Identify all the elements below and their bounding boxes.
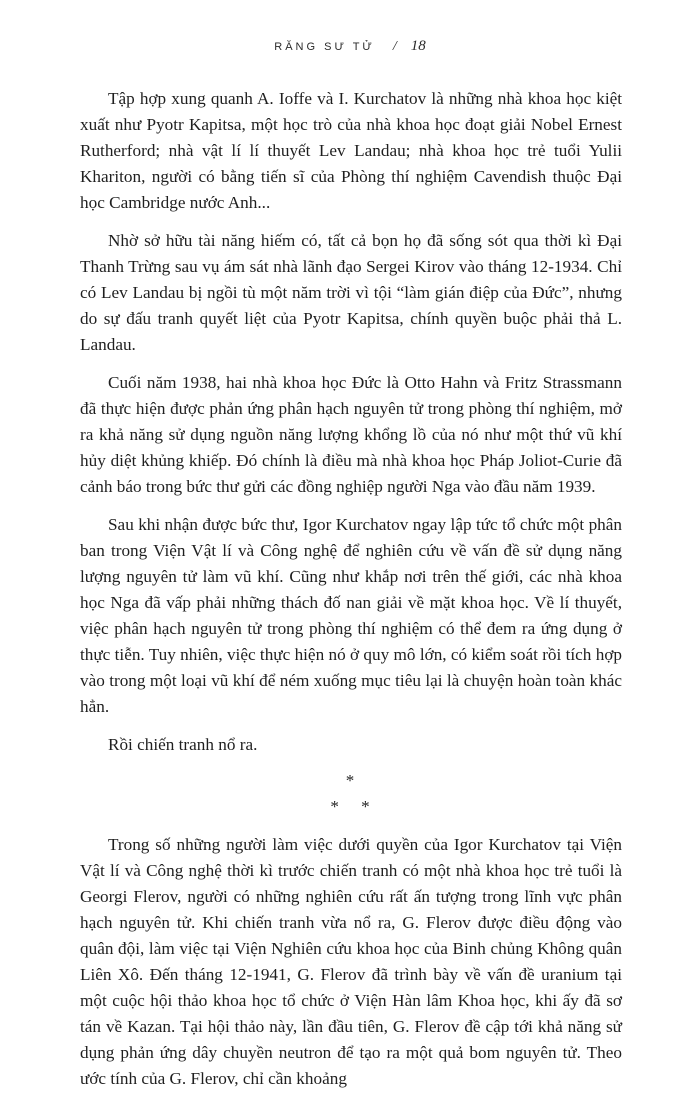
section-break: [80, 768, 622, 820]
running-header: [0, 38, 700, 55]
section-break-row-2: * *: [330, 797, 372, 816]
paragraph-4: Sau khi nhận được bức thư, Igor Kurchatov ngay lập tức tổ chức một phân ban trong Viện Vật lí và Công nghệ để nghiên cứu về vấn đề sử dụng năng lượng nguyên tử làm vũ khí. Cũng như khắp nơi trên thế giới, các nhà khoa học Nga đã vấp phải những thách đố nan giải về mặt khoa học. Về lí thuyết, việc phân hạch nguyên tử trong phòng thí nghiệm có thể đem ra ứng dụng ở thực tiễn. Tuy nhiên, việc thực hiện nó ở quy mô lớn, có kiểm soát rồi tích hợp vào trong một loại vũ khí để ném xuống mục tiêu lại là chuyện hoàn toàn khác hẳn.: [80, 515, 622, 716]
page-body: [80, 86, 622, 1104]
paragraph-5: Rồi chiến tranh nổ ra.: [108, 735, 258, 754]
section-break-row-1: *: [345, 771, 357, 790]
paragraph-1: Tập hợp xung quanh A. Ioffe và I. Kurchatov là những nhà khoa học kiệt xuất như Pyotr Kapitsa, một học trò của nhà khoa học đoạt giải Nobel Ernest Rutherford; nhà vật lí lí thuyết Lev Landau; nhà khoa học trẻ tuổi Yulii Khariton, người có bằng tiến sĩ của Phòng thí nghiệm Cavendish thuộc Đại học Cambridge nước Anh...: [80, 89, 622, 212]
paragraph-3: Cuối năm 1938, hai nhà khoa học Đức là Otto Hahn và Fritz Strassmann đã thực hiện được phản ứng phân hạch nguyên tử trong phòng thí nghiệm, mở ra khả năng sử dụng nguồn năng lượng khổng lồ của nó như một thứ vũ khí hủy diệt khủng khiếp. Đó chính là điều mà nhà khoa học Pháp Joliot-Curie đã cảnh báo trong bức thư gửi các đồng nghiệp người Nga vào đầu năm 1939.: [80, 373, 622, 496]
running-title: RĂNG SƯ TỬ: [274, 41, 375, 53]
paragraph-6: Trong số những người làm việc dưới quyền của Igor Kurchatov tại Viện Vật lí và Công nghệ thời kì trước chiến tranh có một nhà khoa học trẻ tuổi là Georgi Flerov, người có những nghiên cứu rất ấn tượng trong lĩnh vực phân hạch nguyên tử. Khi chiến tranh vừa nổ ra, G. Flerov được điều động vào quân đội, làm việc tại Viện Nghiên cứu khoa học của Binh chủng Không quân Liên Xô. Đến tháng 12-1941, G. Flerov đã trình bày về vấn đề uranium tại một cuộc hội thảo khoa học tổ chức ở Viện Hàn lâm Khoa học, khi ấy đã sơ tán về Kazan. Tại hội thảo này, lần đầu tiên, G. Flerov đề cập tới khả năng sử dụng phản ứng dây chuyền neutron để tạo ra một quả bom nguyên tử. Theo ước tính của G. Flerov, chỉ cần khoảng: [80, 835, 622, 1088]
page-number: 18: [410, 38, 426, 54]
paragraph-2: Nhờ sở hữu tài năng hiếm có, tất cả bọn họ đã sống sót qua thời kì Đại Thanh Trừng sau vụ ám sát nhà lãnh đạo Sergei Kirov vào tháng 12-1934. Chỉ có Lev Landau bị ngồi tù một năm trời vì tội “làm gián điệp của Đức”, nhưng do sự đấu tranh quyết liệt của Pyotr Kapitsa, chính quyền buộc phải thả L. Landau.: [80, 231, 622, 354]
header-separator: /: [392, 39, 397, 54]
